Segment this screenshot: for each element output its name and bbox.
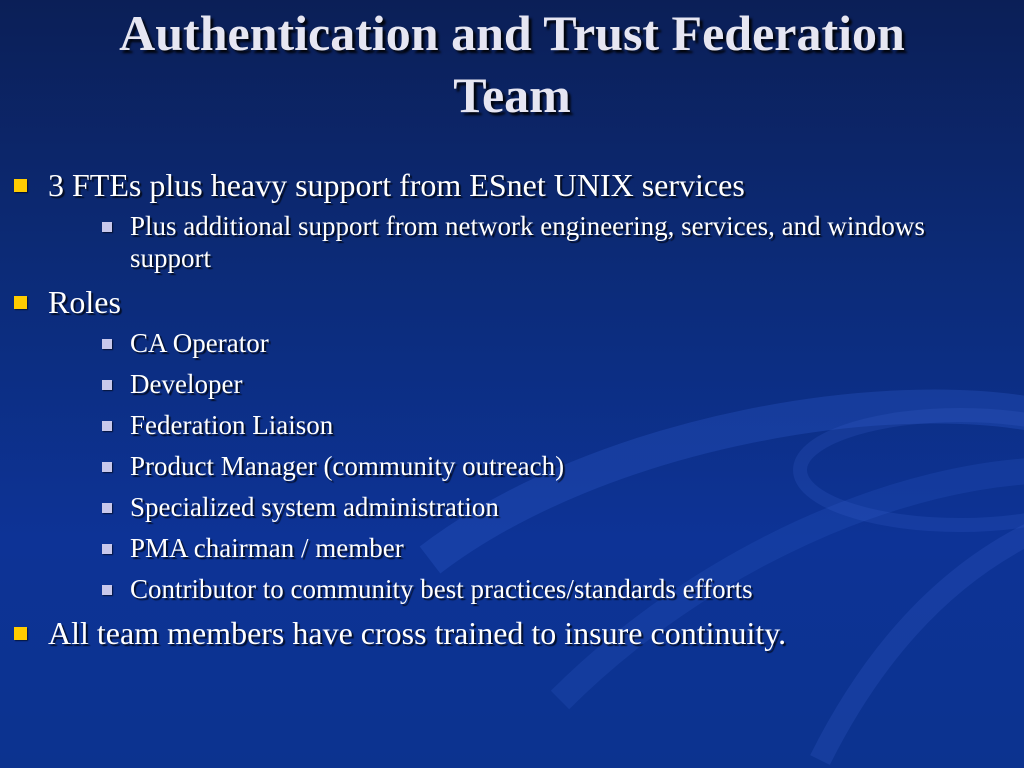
sub-bullet-text: CA Operator (130, 328, 269, 358)
sub-bullet-text: Specialized system administration (130, 492, 499, 522)
bullet-text: 3 FTEs plus heavy support from ESnet UNIX services (48, 167, 745, 203)
sub-bullet-item (48, 409, 1002, 441)
sub-bullet-item (48, 573, 1002, 605)
sub-bullet-item (48, 368, 1002, 400)
sub-bullet-text: Developer (130, 369, 243, 399)
small-square-bullet-icon (102, 380, 112, 390)
slide-title-line-1: Authentication and Trust Federation (119, 5, 905, 61)
sub-bullet-text: Federation Liaison (130, 410, 334, 440)
small-square-bullet-icon (102, 544, 112, 554)
sub-bullet-item (48, 210, 1002, 274)
small-square-bullet-icon (102, 339, 112, 349)
sub-bullet-item (48, 450, 1002, 482)
sub-bullet-list (48, 327, 1002, 605)
sub-bullet-text: PMA chairman / member (130, 533, 404, 563)
square-bullet-icon (14, 179, 27, 192)
sub-bullet-item (48, 491, 1002, 523)
bullet-text: Roles (48, 284, 121, 320)
small-square-bullet-icon (102, 222, 112, 232)
square-bullet-icon (14, 627, 27, 640)
bullet-item-cross-trained (12, 614, 1002, 652)
sub-bullet-text: Contributor to community best practices/standards efforts (130, 574, 753, 604)
sub-bullet-text: Plus additional support from network engineering, services, and windows support (130, 211, 925, 273)
small-square-bullet-icon (102, 585, 112, 595)
bullet-text: All team members have cross trained to insure continuity. (48, 615, 787, 651)
sub-bullet-list (48, 210, 1002, 274)
sub-bullet-text: Product Manager (community outreach) (130, 451, 565, 481)
small-square-bullet-icon (102, 462, 112, 472)
square-bullet-icon (14, 296, 27, 309)
small-square-bullet-icon (102, 421, 112, 431)
slide-title-line-2: Team (453, 67, 571, 123)
small-square-bullet-icon (102, 503, 112, 513)
sub-bullet-item (48, 532, 1002, 564)
bullet-list (12, 166, 1002, 658)
bullet-item-ftes (12, 166, 1002, 274)
sub-bullet-item (48, 327, 1002, 359)
bullet-item-roles (12, 283, 1002, 605)
slide-title (40, 2, 984, 126)
